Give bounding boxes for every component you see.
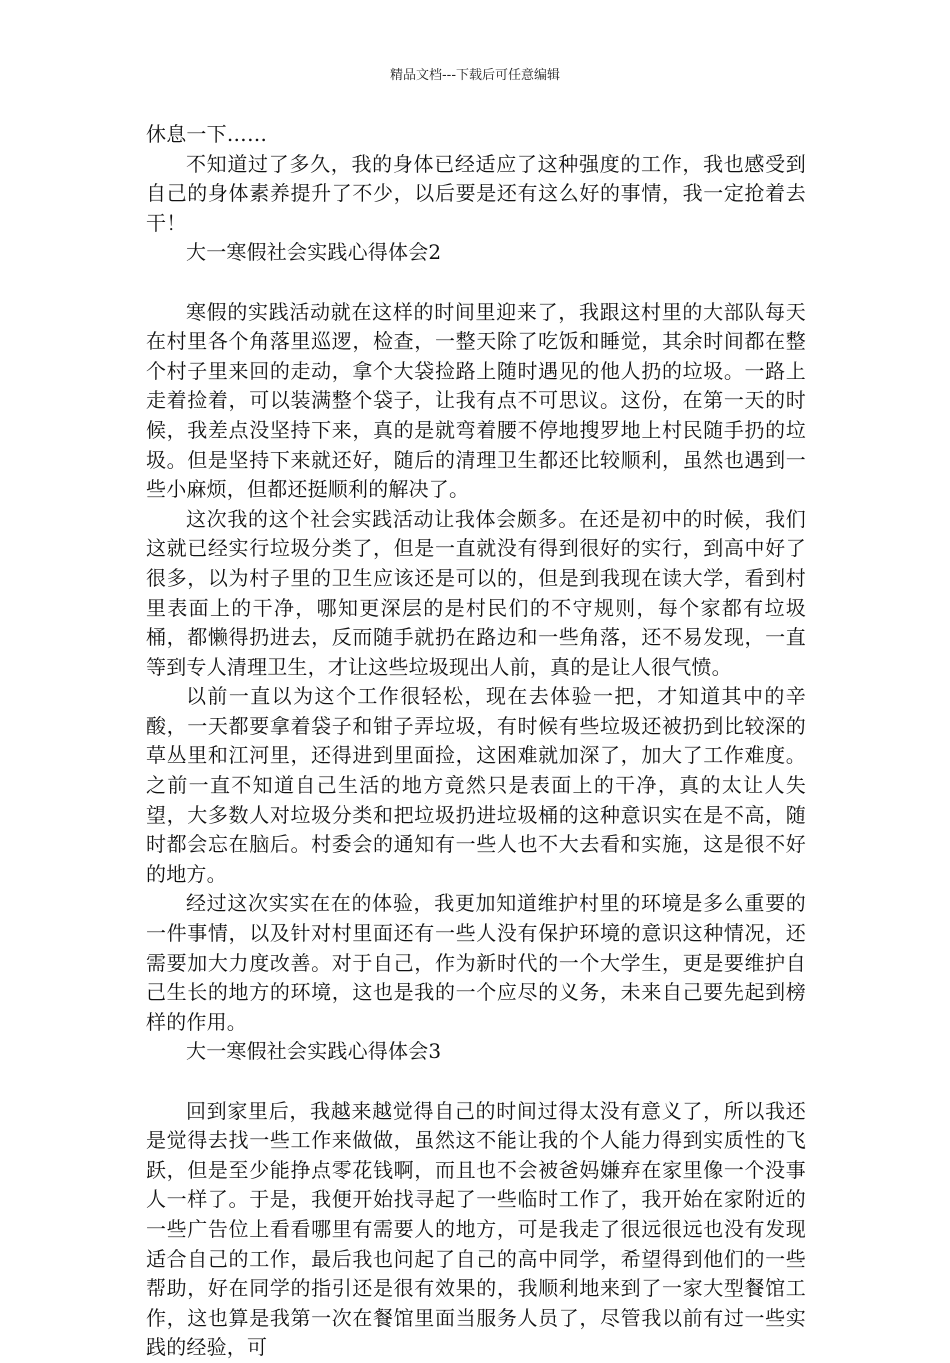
paragraph: 寒假的实践活动就在这样的时间里迎来了，我跟这村里的大部队每天在村里各个角落里巡逻，检查，一整天除了吃饭和睡觉，其余时间都在整个村子里来回的走动，拿个大袋捡路上随时遇见的他人扔的垃圾。一路上走着捡着，可以装满整个袋子，让我有点不可思议。这份，在第一天的时候，我差点没坚持下来，真的是就弯着腰不停地搜罗地上村民随手扔的垃圾。但是坚持下来就还好，随后的清理卫生都还比较顺利，虽然也遇到一些小麻烦，但都还挺顺利的解决了。: [146, 299, 806, 502]
section-title-2: 大一寒假社会实践心得体会2: [186, 240, 442, 265]
blank-line: [146, 268, 806, 298]
paragraph: 经过这次实实在在的体验，我更加知道维护村里的环境是多么重要的一件事情，以及针对村里面还有一些人没有保护环境的意识这种情况，还需要加大力度改善。对于自己，作为新时代的一个大学生，更是要维护自己生长的地方的环境，这也是我的一个应尽的义务，未来自己要先起到榜样的作用。: [146, 891, 806, 1034]
paragraph-continuation: 休息一下……: [146, 122, 268, 146]
paragraph: 回到家里后，我越来越觉得自己的时间过得太没有意义了，所以我还是觉得去找一些工作来做做，虽然这不能让我的个人能力得到实质性的飞跃，但是至少能挣点零花钱啊，而且也不会被爸妈嫌弃在家里像一个没事人一样了。于是，我便开始找寻起了一些临时工作了，我开始在家附近的一些广告位上看看哪里有需要人的地方，可是我走了很远很远也没有发现适合自己的工作，最后我也问起了自己的高中同学，希望得到他们的一些帮助，好在同学的指引还是很有效果的，我顺利地来到了一家大型餐馆工作，这也算是我第一次在餐馆里面当服务人员了，尽管我以前有过一些实践的经验，可: [146, 1098, 806, 1360]
section-title-3: 大一寒假社会实践心得体会3: [186, 1039, 442, 1064]
page-header: 精品文档---下载后可任意编辑: [389, 68, 561, 83]
paragraph: 这次我的这个社会实践活动让我体会颇多。在还是初中的时候，我们这就已经实行垃圾分类了，但是一直就没有得到很好的实行，到高中好了很多，以为村子里的卫生应该还是可以的，但是到我现在读大学，看到村里表面上的干净，哪知更深层的是村民们的不守规则，每个家都有垃圾桶，都懒得扔进去，反而随手就扔在路边和一些角落，还不易发现，一直等到专人清理卫生，才让这些垃圾现出人前，真的是让人很气愤。: [146, 506, 806, 679]
paragraph-intro-end: 不知道过了多久，我的身体已经适应了这种强度的工作，我也感受到自己的身体素养提升了不少，以后要是还有这么好的事情，我一定抢着去干！: [146, 151, 806, 235]
document-body: [146, 120, 806, 1363]
blank-line: [146, 1067, 806, 1097]
paragraph: 以前一直以为这个工作很轻松，现在去体验一把，才知道其中的辛酸，一天都要拿着袋子和钳子弄垃圾，有时候有些垃圾还被扔到比较深的草丛里和江河里，还得进到里面捡，这困难就加深了，加大了工作难度。之前一直不知道自己生活的地方竟然只是表面上的干净，真的太让人失望，大多数人对垃圾分类和把垃圾扔进垃圾桶的这种意识实在是不高，随时都会忘在脑后。村委会的通知有一些人也不大去看和实施，这是很不好的地方。: [146, 684, 806, 886]
